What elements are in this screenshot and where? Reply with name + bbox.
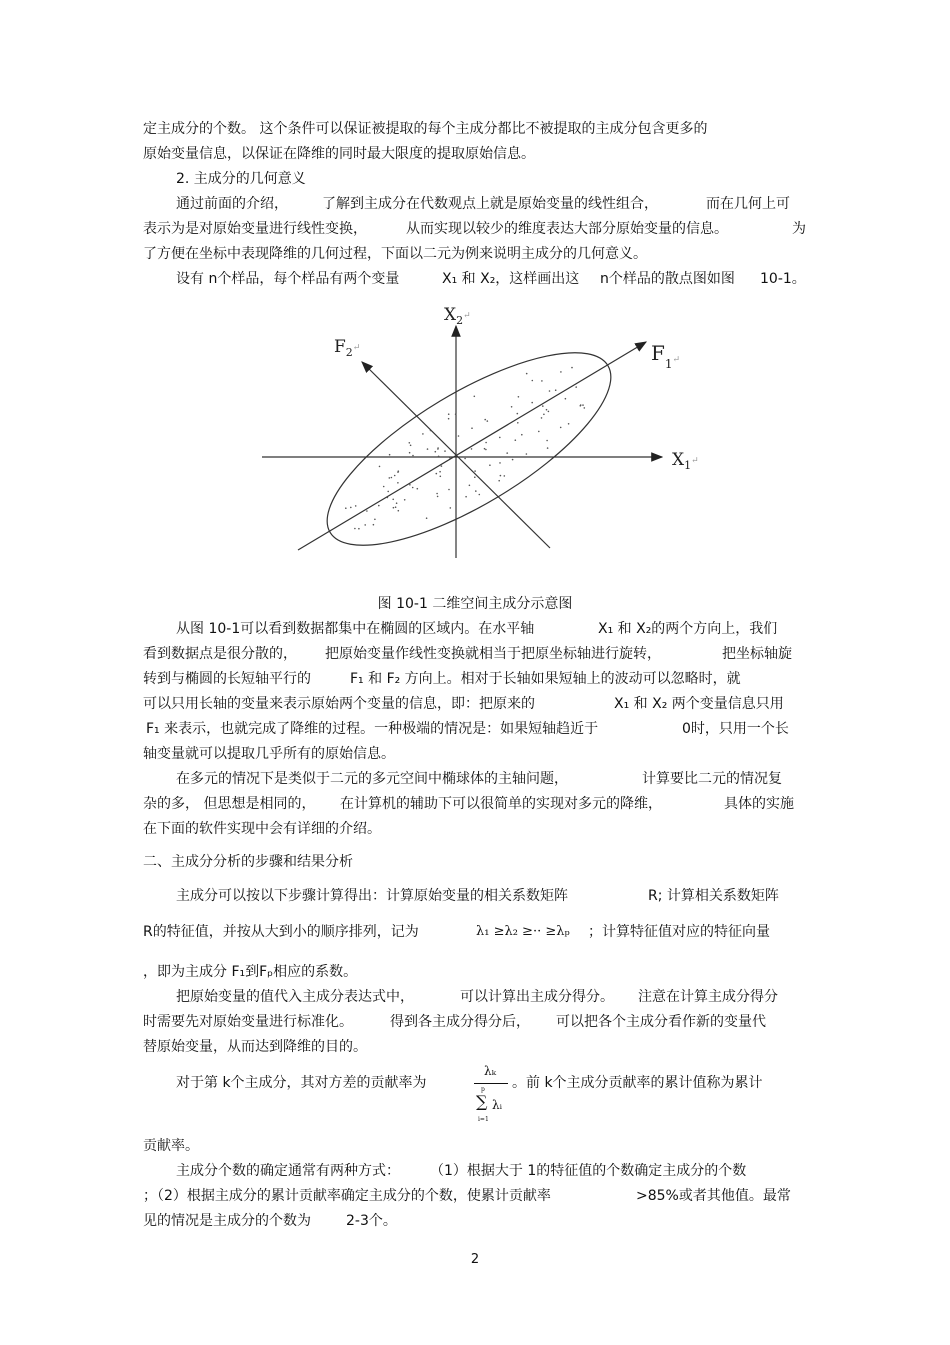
text-line: ，即为主成分 F₁到Fₚ相应的系数。 (143, 964, 358, 980)
scatter-point (358, 528, 360, 530)
text-line: >85%或者其他值。最常 (636, 1188, 791, 1204)
scatter-point (439, 471, 441, 473)
scatter-point (474, 396, 476, 398)
text-line: 了方便在坐标中表现降维的几何过程，下面以二元为例来说明主成分的几何意义。 (143, 246, 647, 262)
scatter-point (397, 482, 399, 484)
scatter-point (511, 406, 513, 408)
text-line: 为 (792, 221, 806, 237)
scatter-point (350, 507, 352, 509)
scatter-point (409, 484, 411, 486)
text-line: R; 计算相关系数矩阵 (648, 888, 779, 904)
scatter-point (555, 389, 557, 391)
scatter-point (485, 449, 487, 451)
scatter-point (404, 499, 406, 501)
scatter-point (396, 502, 398, 504)
text-line: 表示为是对原始变量进行线性变换， (143, 221, 367, 237)
pca-geometry-figure (0, 296, 950, 566)
text-line: X₁ 和 X₂的两个方向上，我们 (598, 621, 778, 637)
text-line: F₁ 来表示，也就完成了降维的过程。一种极端的情况是：如果短轴趋近于 (146, 721, 599, 737)
text-line: 杂的多， 但思想是相同的， (143, 796, 316, 812)
scatter-point (500, 475, 502, 477)
scatter-point (526, 453, 528, 455)
scatter-point (531, 402, 533, 404)
text-line: 转到与椭圆的长短轴平行的 (143, 671, 311, 687)
scatter-point (542, 405, 544, 407)
text-line: 通过前面的介绍， (176, 196, 288, 212)
scatter-point (521, 434, 523, 436)
text-line: 见的情况是主成分的个数为 (143, 1213, 311, 1229)
scatter-point (410, 445, 412, 447)
scatter-point (450, 507, 452, 509)
scatter-point (392, 499, 394, 501)
text-line: 可以把各个主成分看作新的变量代 (556, 1014, 766, 1030)
scatter-point (549, 390, 551, 392)
text-line: 从而实现以较少的维度表达大部分原始变量的信息。 (406, 221, 728, 237)
scatter-point (444, 450, 446, 452)
scatter-point (409, 442, 411, 444)
scatter-point (378, 505, 380, 507)
scatter-point (354, 528, 356, 530)
scatter-point (517, 413, 519, 415)
scatter-point (448, 418, 450, 420)
scatter-point (499, 462, 501, 464)
scatter-point (379, 466, 381, 468)
text-line: 在下面的软件实现中会有详细的介绍。 (143, 821, 381, 837)
scatter-point (548, 411, 550, 413)
eigenvalue-order-formula: λ₁ ≥λ₂ ≥·· ≥λₚ (476, 924, 570, 939)
scatter-point (389, 454, 391, 456)
figure-caption: 图 10-1 二维空间主成分示意图 (377, 596, 573, 612)
scatter-point (475, 490, 477, 492)
scatter-point (391, 477, 393, 479)
scatter-point (471, 448, 473, 450)
scatter-point (479, 494, 481, 496)
text-line: 定主成分的个数。 这个条件可以保证被提取的每个主成分都比不被提取的主成分包含更多的 (143, 121, 708, 137)
text-line: 。前 k个主成分贡献率的累计值称为累计 (512, 1075, 763, 1091)
scatter-point (485, 442, 487, 444)
scatter-point (395, 506, 397, 508)
contribution-rate-formula (472, 1064, 510, 1130)
text-line: 看到数据点是很分散的， (143, 646, 297, 662)
scatter-points (345, 367, 585, 530)
scatter-point (373, 524, 375, 526)
scatter-point (387, 497, 389, 499)
scatter-point (565, 398, 567, 400)
scatter-point (394, 475, 396, 477)
scatter-point (575, 386, 577, 388)
scatter-point (436, 493, 438, 495)
text-line: 设有 n个样品，每个样品有两个变量 (176, 271, 400, 287)
scatter-point (541, 417, 543, 419)
f2-label: $F_2^↵$ (334, 337, 361, 359)
scatter-point (449, 457, 451, 459)
scatter-point (366, 510, 368, 512)
scatter-point (547, 447, 549, 449)
scatter-point (518, 396, 520, 398)
scatter-point (560, 371, 562, 373)
text-line: （1）根据大于 1的特征值的个数确定主成分的个数 (430, 1163, 747, 1179)
scatter-point (582, 404, 584, 406)
page-number: 2 (470, 1252, 480, 1267)
scatter-point (568, 423, 570, 425)
sum-symbol: ∑ (476, 1092, 488, 1111)
text-line: ；（2）根据主成分的累计贡献率确定主成分的个数，使累计贡献率 (143, 1188, 551, 1204)
fraction-denominator: λᵢ (492, 1098, 503, 1112)
text-line: 原始变量信息，以保证在降维的同时最大限度的提取原始信息。 (143, 146, 535, 162)
scatter-point (465, 496, 467, 498)
scatter-point (487, 420, 489, 422)
text-line: 得到各主成分得分后， (390, 1014, 530, 1030)
text-line: 具体的实施 (724, 796, 794, 812)
scatter-point (515, 439, 517, 441)
scatter-point (438, 456, 440, 458)
scatter-point (506, 452, 508, 454)
text-line: 把原始变量作线性变换就相当于把原坐标轴进行旋转， (325, 646, 661, 662)
scatter-point (440, 476, 442, 478)
section-heading: 二、主成分分析的步骤和结果分析 (143, 854, 353, 870)
scatter-point (422, 433, 424, 435)
text-line: 贡献率。 (143, 1138, 199, 1154)
scatter-point (393, 507, 395, 509)
scatter-point (498, 480, 500, 482)
scatter-point (484, 448, 486, 450)
scatter-point (435, 451, 437, 453)
sum-upper-limit: p (481, 1086, 485, 1093)
scatter-point (546, 440, 548, 442)
fraction-bar (474, 1083, 508, 1084)
scatter-point (474, 476, 476, 478)
scatter-point (560, 427, 562, 429)
scatter-point (471, 427, 473, 429)
text-line: 计算要比二元的情况复 (642, 771, 782, 787)
scatter-point (364, 524, 366, 526)
fraction-numerator: λₖ (484, 1064, 496, 1078)
scatter-point (430, 430, 432, 432)
x2-label: $X_2^↵$ (444, 305, 471, 327)
scatter-point (409, 452, 411, 454)
text-line: 可以只用长轴的变量来表示原始两个变量的信息，即：把原来的 (143, 696, 535, 712)
scatter-point (427, 448, 429, 450)
scatter-point (504, 475, 506, 477)
scatter-point (484, 419, 486, 421)
text-line: X₁ 和 X₂ 两个变量信息只用 (614, 696, 784, 712)
scatter-point (355, 505, 357, 507)
scatter-point (584, 407, 586, 409)
scatter-point (538, 431, 540, 433)
text-line: 0时，只用一个长 (682, 721, 789, 737)
text-line: 在计算机的辅助下可以很简单的实现对多元的降维， (340, 796, 662, 812)
text-line: 而在几何上可 (706, 196, 790, 212)
scatter-point (389, 477, 391, 479)
x1-label: $X_1^↵$ (672, 450, 699, 472)
scatter-point (412, 487, 414, 489)
f1-axis (298, 342, 646, 550)
scatter-point (526, 373, 528, 375)
section-heading: 2. 主成分的几何意义 (176, 171, 306, 187)
scatter-point (397, 471, 399, 473)
scatter-point (412, 455, 414, 457)
scatter-point (571, 367, 573, 369)
scatter-point (517, 422, 519, 424)
scatter-point (499, 437, 501, 439)
scatter-point (458, 435, 460, 437)
scatter-point (580, 404, 582, 406)
scatter-point (464, 458, 466, 460)
scatter-point (437, 447, 439, 449)
text-line: F₁ 和 F₂ 方向上。相对于长轴如果短轴上的波动可以忽略时，就 (350, 671, 741, 687)
text-line: R的特征值，并按从大到小的顺序排列，记为 (143, 924, 419, 940)
scatter-point (469, 485, 471, 487)
f1-label: $F_1^↵$ (651, 341, 681, 371)
scatter-point (383, 486, 385, 488)
text-line: 轴变量就可以提取几乎所有的原始信息。 (143, 746, 395, 762)
scatter-point (374, 519, 376, 521)
scatter-point (398, 510, 400, 512)
text-line: 了解到主成分在代数观点上就是原始变量的线性组合， (322, 196, 658, 212)
scatter-point (546, 409, 548, 411)
text-line: 可以计算出主成分得分。 (460, 989, 614, 1005)
scatter-point (448, 489, 450, 491)
scatter-point (441, 465, 443, 467)
text-line: 从图 10-1可以看到数据都集中在椭圆的区域内。在水平轴 (176, 621, 535, 637)
scatter-point (417, 488, 419, 490)
text-line: X₁ 和 X₂，这样画出这 (442, 271, 580, 287)
text-line: 在多元的情况下是类似于二元的多元空间中椭球体的主轴问题， (176, 771, 568, 787)
scatter-point (489, 464, 491, 466)
scatter-point (543, 414, 545, 416)
text-line: 主成分可以按以下步骤计算得出：计算原始变量的相关系数矩阵 (176, 888, 568, 904)
scatter-point (512, 459, 514, 461)
scatter-point (448, 413, 450, 415)
scatter-point (345, 507, 347, 509)
sum-lower-limit: i=1 (478, 1116, 489, 1123)
text-line: 10-1。 (760, 271, 806, 287)
scatter-point (474, 470, 476, 472)
text-line: 对于第 k个主成分，其对方差的贡献率为 (176, 1075, 427, 1091)
scatter-point (532, 380, 534, 382)
text-line: 主成分个数的确定通常有两种方式： (176, 1163, 400, 1179)
scatter-point (455, 413, 457, 415)
scatter-point (436, 473, 438, 475)
text-line: 替原始变量，从而达到降维的目的。 (143, 1039, 367, 1055)
text-line: n个样品的散点图如图 (600, 271, 735, 287)
scatter-point (437, 496, 439, 498)
text-line: 把原始变量的值代入主成分表达式中， (176, 989, 414, 1005)
scatter-point (387, 491, 389, 493)
text-line: 2-3个。 (346, 1213, 397, 1229)
text-line: 注意在计算主成分得分 (638, 989, 778, 1005)
scatter-point (426, 517, 428, 519)
text-line: 时需要先对原始变量进行标准化。 (143, 1014, 353, 1030)
scatter-point (541, 380, 543, 382)
text-line: ；计算特征值对应的特征向量 (588, 924, 770, 940)
text-line: 把坐标轴旋 (722, 646, 792, 662)
